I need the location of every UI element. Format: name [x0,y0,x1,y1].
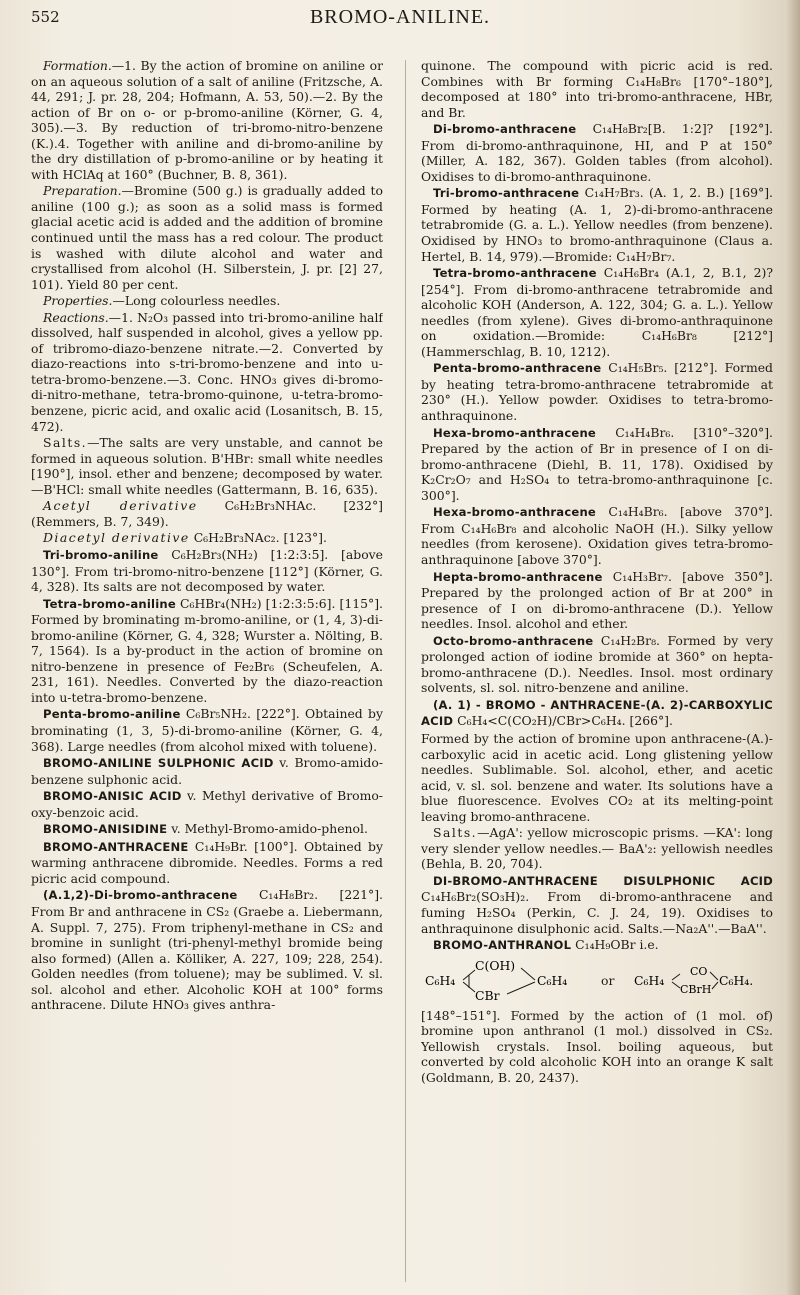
entry-continuation: quinone. The compound with picric acid is red. Combines with Br forming C₁₄H₈Br₆ [170°–180°], decomposed at 180° into tri-bromo-anthracene, HBr, and Br. [421,58,773,120]
entry-formation: Formation.—1. By the action of bromine on aniline or on an aqueous solution of a salt of aniline (Fritzsche, A. 44, 291; J. pr. 28, 204; Hofmann, A. 53, 50).—2. By the action of Br on o- or p-bromo-aniline (Körner, G. 4, 305).—3. By reduction of tri-bromo-nitro-benzene (K.).4. Together with aniline and di-bromo-aniline by the dry distillation of p-bromo-aniline or by heating it with HClAq at 160° (Buchner, B. 8, 361). [31,58,383,182]
page-header [0,4,800,36]
bromo-anthranol-structural-formula [421,958,773,1004]
anthranol-formula-left [423,958,583,1004]
formula-c6h4-right: C₆H₄ [537,972,568,988]
formula-alt-bond-upper-left [672,974,680,980]
entry-octo-bromo-anthracene: Octo-bromo-anthracene C₁₄H₂Br₈. Formed by very prolonged action of iodine bromide at 360° on hepta-bromo-anthracene (D.). Needles. Insol. most ordinary solvents, sl. sol. nitro-benzene and aniline. [421,632,773,696]
entry-tri-bromo-anthracene: Tri-bromo-anthracene C₁₄H₇Br₃. (A. 1, 2. B.) [169°]. Formed by heating (A. 1, 2)-di-bromo-anthracene tetrabromide (G. a. L.). Yellow needles (from benzene). Oxidised by HNO₃ to bromo-anthraquinone (Claus a. Hertel, B. 14, 979).—Bromide: C₁₄H₇Br₇. [421,185,773,264]
entry-salts: Salts.—The salts are very unstable, and cannot be formed in aqueous solution. B'HBr: small white needles [190°], insol. ether and benzene; decomposed by water.—B'HCl: small white needles (Gattermann, B. 16, 635). [31,435,383,497]
formula-alt-right: C₆H₄. [719,972,754,988]
entry-bromo-aniline-sulphonic-acid: BROMO-ANILINE SULPHONIC ACID v. Bromo-amido-benzene sulphonic acid. [31,755,383,787]
running-head: BROMO-ANILINE. [309,6,491,28]
entry-reactions: Reactions.—1. N₂O₃ passed into tri-bromo-aniline half dissolved, half suspended in alcohol, gives a yellow pp. of tribromo-diazo-benzene nitrate.—2. Converted by diazo-reactions into s-tri-bromo-benzene and into u-tetra-bromo-benzene.—3. Conc. HNO₃ gives di-bromo-di-nitro-methane, tetra-bromo-quinone, u-tetra-bromo-benzene, picric acid, and oxalic acid (Losanitsch, B. 15, 472). [31,309,383,434]
entry-bromo-anthranol: BROMO-ANTHRANOL C₁₄H₉OBr i.e. [433,937,659,953]
formula-alt-cbrh: CBrH [680,982,712,996]
formula-c6h4-left: C₆H₄ [425,972,456,988]
entry-di-bromo-anthracene-b12: Di-bromo-anthracene C₁₄H₈Br₂[B. 1:2]? [192°]. From di-bromo-anthraquinone, HI, and P at 150° (Miller, A. 182, 367). Golden tables (from alcohol). Oxidises to di-bromo-anthraquinone. [421,121,773,184]
entry-hepta-bromo-anthracene: Hepta-bromo-anthracene C₁₄H₃Br₇. [above 350°]. Prepared by the prolonged action of Br at 200° in presence of I on di-bromo-anthracene (D.). Yellow needles. Insol. alcohol and ether. [421,568,773,632]
entry-bromo-anthranol-description: [148°–151°]. Formed by the action of (1 mol. of) bromine upon anthranol (1 mol.) dissolved in CS₂. Yellowish crystals. Insol. boiling aqueous, but converted by cold alcoholic KOH into an orange K salt (Goldmann, B. 20, 2437). [421,1007,773,1085]
formula-alt-bond-upper-right [710,972,718,980]
entry-bromo-anthracene-carboxylic-acid: (A. 1) - BROMO - ANTHRACENE-(A. 2)-CARBOXYLIC ACID C₆H₄<C(CO₂H)/CBr>C₆H₄. [266°]. [421,697,773,729]
right-column [421,58,773,1283]
entry-diacetyl-derivative: Diacetyl derivative C₆H₂Br₃NAc₂. [123°]. [43,530,327,546]
formula-bond-upper-right [521,968,535,980]
entry-carboxylic-acid-description: Formed by the action of bromine upon anthracene-(A.)-carboxylic acid in acetic acid. Long glistening yellow needles. Sublimable. Sol. alcohol, ether, and acetic acid, v. sl. sol. benzene and water. Its solutions have a blue fluorescence. Evolves CO₂ at its melting-point leaving bromo-anthracene. [421,730,773,824]
entry-penta-bromo-anthracene: Penta-bromo-anthracene C₁₄H₅Br₅. [212°]. Formed by heating tetra-bromo-anthracene tetrabromide at 230° (H.). Yellow powder. Oxidises to tetra-bromo-anthraquinone. [421,360,773,424]
formula-alt-bond-lower-right [712,982,718,989]
entry-hexa-bromo-anthracene-1: Hexa-bromo-anthracene C₁₄H₄Br₆. [310°–320°]. Prepared by the action of Br in presence of I on di-bromo-anthracene (Diehl, B. 11, 178). Oxidised by K₂Cr₂O₇ and H₂SO₄ to tetra-bromo-anthraquinone [c. 300°]. [421,424,773,503]
entry-acetyl-derivative: Acetyl derivative C₆H₂Br₃NHAc. [232°] (Remmers, B. 7, 349). [31,498,383,529]
entry-tetra-bromo-aniline: Tetra-bromo-aniline C₆HBr₄(NH₂) [1:2:3:5:6]. [115°]. Formed by brominating m-bromo-aniline, or (1, 4, 3)-di-bromo-aniline (Körner, G. 4, 328; Wurster a. Nölting, B. 7, 1564). Is a by-product in the action of bromine on nitro-benzene in presence of Fe₂Br₆ (Scheufelen, A. 231, 161). Needles. Converted by the diazo-reaction into u-tetra-bromo-benzene. [31,595,383,705]
left-column [31,58,383,1283]
entry-properties: Properties.—Long colourless needles. [43,293,281,309]
anthranol-formula-right [632,958,757,1004]
formula-alt-left: C₆H₄ [634,972,665,988]
entry-di-bromo-anthracene-disulphonic-acid: DI-BROMO-ANTHRACENE DISULPHONIC ACID C₁₄H₆Br₂(SO₃H)₂. From di-bromo-anthracene and fuming H₂SO₄ (Perkin, C. J. 24, 19). Oxidises to anthraquinone disulphonic acid. Salts.—Na₂A''.—BaA''. [421,873,773,936]
formula-bond-lower-right [507,982,535,994]
formula-alt-co: CO [690,964,708,978]
formula-alt-bond-lower-left [672,982,680,988]
entry-bromo-anthracene: BROMO-ANTHRACENE C₁₄H₉Br. [100°]. Obtained by warming anthracene dibromide. Needles. Forms a red picric acid compound. [31,838,383,886]
entry-tri-bromo-aniline: Tri-bromo-aniline C₆H₂Br₃(NH₂) [1:2:3:5]. [above 130°]. From tri-bromo-nitro-benzene [112°] (Körner, G. 4, 328). Its salts are not decomposed by water. [31,546,383,595]
entry-carboxylic-acid-salts: Salts.—AgA': yellow microscopic prisms. —KA': long very slender yellow needles.— BaA'₂: yellowish needles (Behla, B. 20, 704). [421,825,773,872]
entry-hexa-bromo-anthracene-2: Hexa-bromo-anthracene C₁₄H₄Br₆. [above 370°]. From C₁₄H₆Br₈ and alcoholic NaOH (H.). Silky yellow needles (from kerosene). Oxidation gives tetra-bromo-anthraquinone [above 370°]. [421,504,773,567]
page-number: 552 [31,8,60,26]
entry-penta-bromo-aniline: Penta-bromo-aniline C₆Br₅NH₂. [222°]. Obtained by brominating (1, 3, 5)-di-bromo-aniline (Körner, G. 4, 368). Large needles (from alcohol mixed with toluene). [31,706,383,754]
formula-or: or [601,972,615,988]
entry-bromo-anisidine: BROMO-ANISIDINE v. Methyl-Bromo-amido-phenol. [43,821,368,837]
formula-c-oh: C(OH) [475,957,516,973]
formula-cbr: CBr [475,987,500,1003]
entry-bromo-anisic-acid: BROMO-ANISIC ACID v. Methyl derivative of Bromo-oxy-benzoic acid. [31,788,383,820]
page-edge-shadow [786,0,800,1295]
entry-preparation: Preparation.—Bromine (500 g.) is gradually added to aniline (100 g.); as soon as a solid mass is formed glacial acetic acid is added and the addition of bromine continued until the mass has a red colour. The product is washed with dilute alcohol and water and crystallised from alcohol (H. Silberstein, J. pr. [2] 27, 101). Yield 80 per cent. [31,183,383,292]
entry-tetra-bromo-anthracene: Tetra-bromo-anthracene C₁₄H₆Br₄ (A.1, 2, B.1, 2)? [254°]. From di-bromo-anthracene tetrabromide and alcoholic KOH (Anderson, A. 122, 304; G. a. L.). Yellow needles (from xylene). Gives di-bromo-anthraquinone on oxidation.—Bromide: C₁₄H₆Br₈ [212°] (Hammerschlag, B. 10, 1212). [421,265,773,359]
column-divider [405,60,406,1282]
entry-di-bromo-anthracene-a12: (A.1,2)-Di-bromo-anthracene C₁₄H₈Br₂. [221°]. From Br and anthracene in CS₂ (Graebe a. Liebermann, A. Suppl. 7, 275). From triphenyl-methane in CS₂ and bromine in sunlight (tri-phenyl-methyl bromide being also formed) (Allen a. Kölliker, A. 227, 109; 228, 254). Golden needles (from toluene); may be sublimed. V. sl. sol. alcohol and ether. Alcoholic KOH at 100° forms anthracene. Dilute HNO₃ gives anthra- [31,887,383,1013]
